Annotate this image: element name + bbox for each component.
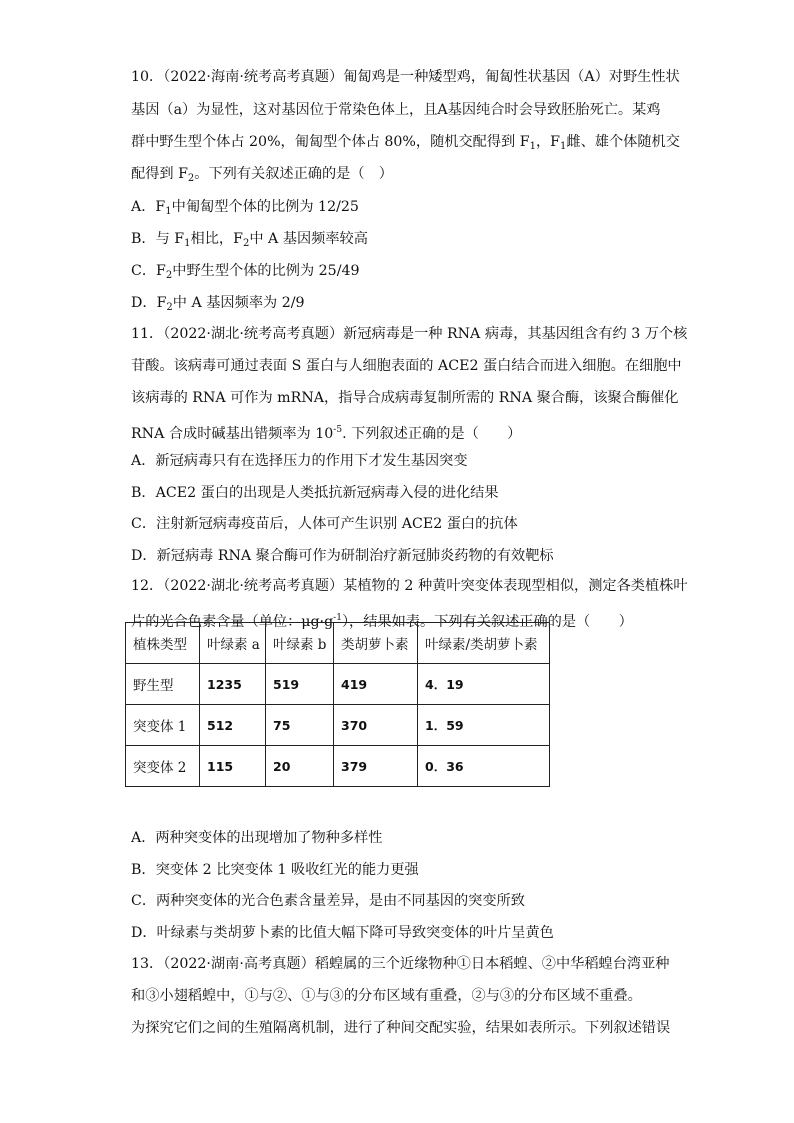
q10-stem-line-4: 配得到 $F_2$。下列有关叙述正确的是（ ） [131, 166, 393, 184]
table-cell: 1．59 [418, 705, 550, 746]
table-header-cell: 植株类型 [126, 623, 200, 664]
q12-option-c: C．两种突变体的光合色素含量差异，是由不同基因的突变所致 [131, 893, 525, 909]
table-header-cell: 叶绿素/类胡萝卜素 [418, 623, 550, 664]
table-cell: 75 [266, 705, 334, 746]
q12-stem-line-2: 片的光合色素含量（单位：$\mu g\cdot g^{-1}$），结果如表。下列有关叙述正确的是（ ） [131, 613, 633, 630]
table-header-cell: 类胡萝卜素 [334, 623, 418, 664]
table-row [126, 664, 550, 705]
table-cell: 379 [334, 746, 418, 787]
q11-option-d: D．新冠病毒 RNA 聚合酶可作为研制治疗新冠肺炎药物的有效靶标 [131, 548, 554, 564]
q11-option-a: A．新冠病毒只有在选择压力的作用下才发生基因突变 [131, 453, 468, 469]
q11-option-b: B．ACE2 蛋白的出现是人类抵抗新冠病毒入侵的进化结果 [131, 485, 499, 501]
table-header-row [126, 623, 550, 664]
table-cell: 4．19 [418, 664, 550, 705]
q10-option-c: C．$F_2$中野生型个体的比例为 25/49 [131, 263, 360, 281]
table-row [126, 705, 550, 746]
q13-stem-line-1: 13．（2022·湖南·高考真题）稻蝗属的三个近缘物种①日本稻蝗、②中华稻蝗台湾亚种 [131, 956, 670, 972]
q10-stem-line-2: 基因（a）为显性，这对基因位于常染色体上，且A基因纯合时会导致胚胎死亡。某鸡 [131, 102, 661, 118]
q12-option-a: A．两种突变体的出现增加了物种多样性 [131, 830, 383, 846]
q13-stem-line-2: 和③小翅稻蝗中，①与②、①与③的分布区域有重叠，②与③的分布区域不重叠。 [131, 988, 642, 1004]
table-cell: 突变体 2 [126, 746, 200, 787]
q13-stem-line-3: 为探究它们之间的生殖隔离机制，进行了种间交配实验，结果如表所示。下列叙述错误 [131, 1020, 671, 1036]
table-cell: 419 [334, 664, 418, 705]
table-header-cell: 叶绿素 a [200, 623, 266, 664]
q10-option-d: D．$F_2$中 A 基因频率为 2/9 [131, 295, 305, 313]
table-cell: 野生型 [126, 664, 200, 705]
q12-stem-line-1: 12．（2022·湖北·统考高考真题）某植物的 2 种黄叶突变体表现型相似，测定各类植株叶 [131, 578, 688, 594]
q11-stem-line-2: 苷酸。该病毒可通过表面 S 蛋白与人细胞表面的 ACE2 蛋白结合而进入细胞。在细胞中 [131, 358, 682, 374]
q10-option-a: A．$F_1$中匍匐型个体的比例为 12/25 [131, 199, 359, 217]
table-cell: 1235 [200, 664, 266, 705]
q11-stem-line-3: 该病毒的 RNA 可作为 mRNA，指导合成病毒复制所需的 RNA 聚合酶，该聚合酶催化 [131, 390, 679, 406]
q10-option-b: B．与 $F_1$相比，$F_2$中 A 基因频率较高 [131, 231, 368, 249]
table-cell: 0．36 [418, 746, 550, 787]
table-cell: 20 [266, 746, 334, 787]
q11-option-c: C．注射新冠病毒疫苗后，人体可产生识别 ACE2 蛋白的抗体 [131, 516, 518, 532]
table-cell: 突变体 1 [126, 705, 200, 746]
table-cell: 512 [200, 705, 266, 746]
q10-stem-line-1: 10．（2022·海南·统考高考真题）匍匐鸡是一种矮型鸡，匍匐性状基因（A）对野生性状 [131, 69, 680, 85]
q11-stem-line-4: RNA 合成时碱基出错频率为 $10^{-5}$. 下列叙述正确的是（ ） [131, 425, 522, 442]
q10-stem-line-3: 群中野生型个体占 20%，匍匐型个体占 80%，随机交配得到 $F_1$，$F_1$雌、雄个体随机交 [131, 134, 680, 152]
q12-option-b: B．突变体 2 比突变体 1 吸收红光的能力更强 [131, 862, 419, 878]
pigment-table [125, 622, 550, 787]
table-row [126, 746, 550, 787]
table-cell: 115 [200, 746, 266, 787]
table-cell: 370 [334, 705, 418, 746]
table-cell: 519 [266, 664, 334, 705]
table-header-cell: 叶绿素 b [266, 623, 334, 664]
q11-stem-line-1: 11．（2022·湖北·统考高考真题）新冠病毒是一种 RNA 病毒，其基因组含有约 3 万个核 [131, 326, 688, 342]
q12-option-d: D．叶绿素与类胡萝卜素的比值大幅下降可导致突变体的叶片呈黄色 [131, 925, 554, 941]
